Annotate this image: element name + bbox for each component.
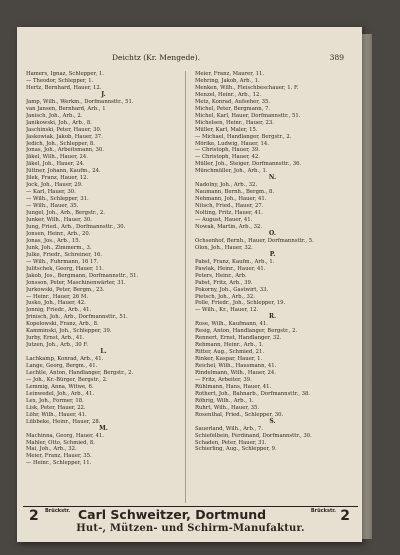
house-number-left: 2 [29, 508, 39, 524]
directory-entry: Jedich, Joh., Schlepper, 8. [26, 140, 95, 147]
directory-entry: Jonas, Joh., Arbeitsmann, 30. [26, 147, 104, 154]
directory-entry: Resig, Anton, Handlanger, Bergstr., 2. [195, 328, 298, 335]
directory-entry: Ritter, Aug., Schmied, 21. [195, 349, 265, 356]
directory-entry: Michelsen, Heinr., Hauer, 23. [195, 119, 274, 126]
directory-entry: Jrinisch, Joh., Arb., Dorfmannsttr., 51. [26, 314, 128, 321]
directory-entry: Pabst, Franz, Kaufm., Arb., 1. [195, 258, 275, 265]
directory-entry: Mai, Joh., Arb., 32. [26, 446, 77, 453]
directory-entry: Jock, Joh., Hauer, 29. [26, 182, 83, 189]
directory-entry: Leinwedel, Joh., Arb., 41. [26, 390, 95, 397]
directory-entry: Jonas, Jos., Arb., 15. [26, 237, 81, 244]
directory-entry: Münchmüller, Joh., Arb., 1. [195, 168, 268, 175]
directory-entry: Jakob, Jos., Bergmann, Dorfmannsttr., 51. [26, 272, 139, 279]
company-name: Carl Schweitzer, Dortmund [78, 507, 267, 522]
directory-entry: Jilek, Franz, Hauer, 12. [26, 175, 89, 182]
directory-entry: Rinker, Kaspar, Hauer, 1. [195, 356, 263, 363]
directory-entry: Michel, Karl, Hauer, Dorfmannsttr., 51. [195, 112, 301, 119]
directory-entry: Metz, Konrad, Aufseher, 35. [195, 98, 271, 105]
directory-entry: Jusko, Joh., Hauer, 42. [26, 300, 86, 307]
directory-entry: — Wilh., Schlepper, 31. [26, 196, 89, 203]
directory-entry: Müller, Joh., Steiger, Dorfmannsttr., 36. [195, 161, 302, 168]
directory-entry: Lange, Georg, Bergm., 41. [26, 363, 98, 370]
directory-entry: Jamp, Wilh., Werkm., Dorfmannsttr., 51. [26, 98, 134, 105]
directory-entry: Mahler, Otto, Schmied, 8. [26, 439, 95, 446]
directory-entry: Rose, Wilh., Kaufmann, 41. [195, 321, 268, 328]
page-edge [362, 34, 372, 539]
directory-entry: Lechtle, Anton, Handlanger, Bergstr., 2. [26, 369, 134, 376]
directory-entry: — Fritz, Arbeiter, 39. [195, 376, 252, 383]
directory-entry: Lübbeke, Heinr., Hauer, 28. [26, 418, 101, 425]
directory-entry: Jungel, Joh., Arb., Bergstr., 2. [26, 210, 105, 217]
directory-entry: Schaden, Peter, Hauer, 31. [195, 439, 267, 446]
directory-entry: Peters, Heinr., Arb. [195, 272, 247, 279]
directory-entry: — Theodor, Schlepper, 1. [26, 77, 94, 84]
directory-entry: — Karl, Hauer, 30. [26, 189, 76, 196]
directory-entry: Julitschek, Georg, Hauer, 11. [26, 265, 104, 272]
directory-entry: Schierling, Aug., Schlepper, 9. [195, 446, 277, 453]
directory-entry: Jung, Fried., Arb., Dorfmannsttr., 30. [26, 223, 126, 230]
directory-entry: Löhr, Wilh., Hauer, 41. [26, 411, 87, 418]
directory-entry: Hertz, Bernhard, Hauer, 12. [26, 84, 102, 91]
directory-entry: van Jansen, Bernhard, Arb., 1 [26, 105, 106, 112]
directory-entry: Julke, Friedr., Schreiner, 16. [26, 251, 103, 258]
directory-entry: Jurkowski, Peter, Bergm., 23. [26, 286, 105, 293]
letter-heading: J. [101, 90, 106, 98]
directory-entry: Nadolny, Joh., Arb., 32. [195, 182, 258, 189]
directory-entry: — Wilh., Fuhrmann, 16 17. [26, 258, 99, 265]
page-title: Deichtz (Kr. Mengede). [112, 53, 201, 62]
street-left: Brückstr. [45, 508, 71, 514]
directory-entry: Junk, Joh., Zimmerm., 3. [26, 244, 92, 251]
advertisement-line-1 [23, 508, 358, 522]
letter-heading: M. [99, 424, 108, 432]
left-column [26, 71, 181, 467]
directory-entry: Lex, Joh., Former, 18. [26, 397, 84, 404]
directory-entry: Rosenthal, Fried., Schlepper, 30. [195, 411, 284, 418]
directory-entry: Schiefelbein, Ferdinand, Dorfmannsttr., 30. [195, 432, 312, 439]
directory-entry: Lemmig, Anna, Witwe, 6. [26, 383, 94, 390]
street-right: Brückstr. [310, 508, 336, 514]
directory-entry: Nitsch, Fried., Hauer, 27. [195, 203, 264, 210]
directory-entry: — Christoph, Hauer, 42. [195, 154, 260, 161]
directory-entry: Janikowski, Joh., Arb., 8. [26, 119, 92, 126]
directory-entry: Menzel, Heinr., Arb., 12. [195, 91, 262, 98]
letter-heading: P. [269, 250, 276, 258]
letter-heading: S. [269, 417, 276, 425]
directory-entry: Reichel, Wilh., Hausmann, 41. [195, 363, 277, 370]
advertisement-footer [23, 506, 358, 537]
directory-entry: Jäkel, Joh., Hauer, 24. [26, 161, 85, 168]
directory-entry: Michel, Peter, Bergmann, 7. [195, 105, 271, 112]
directory-entry: Nehmann, Joh., Hauer, 41. [195, 196, 267, 203]
directory-entry: — Wilh., Hauer, 35. [26, 203, 79, 210]
letter-heading: O. [269, 229, 276, 237]
directory-page [17, 27, 362, 542]
directory-entry: Müller, Karl, Maler, 15. [195, 126, 258, 133]
directory-entry: Kamminski, Joh., Schlepper, 39. [26, 328, 112, 335]
directory-entry: Jonsson, Peter, Maschinenwärter, 31. [26, 279, 126, 286]
directory-entry: Lachkamp, Konrad, Arb., 41. [26, 356, 104, 363]
directory-entry: Jaschinski, Peter, Hauer, 30. [26, 126, 102, 133]
directory-entry: Rennert, Ernst, Handlanger, 32. [195, 335, 282, 342]
directory-entry: Kopelowski, Franz, Arb., 8. [26, 321, 99, 328]
directory-entry: Ochsenhof, Bernh., Hauer, Dorfmannsttr., 5. [195, 237, 314, 244]
directory-entry: Jäkel, Wilh., Hauer, 24. [26, 154, 88, 161]
directory-entry: — Heinr., Hauer, 26 M. [26, 293, 89, 300]
letter-heading: N. [268, 174, 277, 182]
page-header [17, 53, 362, 65]
directory-entry: Rindelmann, Wilh., Hauer, 24. [195, 369, 276, 376]
company-tagline: Hut-, Mützen- und Schirm-Manufaktur. [76, 523, 305, 534]
directory-entry: Machinna, Georg, Hauer, 41. [26, 432, 104, 439]
directory-entry: Meier, Franz, Maurer, 11. [195, 71, 265, 77]
directory-entry: Hamers, Ignaz, Schlepper, 1. [26, 71, 104, 77]
directory-entry: Pokorny, Joh., Gastwirt, 33. [195, 286, 269, 293]
column-divider [185, 71, 186, 503]
directory-entry: Jüttner, Johann, Kaufm., 24. [26, 168, 101, 175]
directory-entry: Jaskowiak, Jakob, Hauer, 37. [26, 133, 103, 140]
directory-entry: Nolting, Fritz, Hauer, 41. [195, 210, 263, 217]
directory-entry: Mörike, Ludwig, Hauer, 14. [195, 140, 269, 147]
directory-entry: Meier, Franz, Hauer, 35. [26, 453, 92, 460]
directory-entry: Jonnig, Friedr., Arb., 41. [26, 307, 92, 314]
directory-entry: Menken, Wilh., Fleischbeschauer, 1. F. [195, 84, 299, 91]
directory-entry: Janisch, Joh., Arb., 2. [26, 112, 83, 119]
page-number: 389 [329, 53, 344, 62]
directory-entry: Ruhrt, Wilh., Hauer, 35. [195, 404, 260, 411]
directory-entry: Nowak, Martin, Arb., 32. [195, 223, 263, 230]
directory-entry: — Wilh., Kr., Hauer, 12. [195, 307, 259, 314]
directory-entry: Junker, Wilh., Hauer, 30. [26, 217, 92, 224]
directory-entry: Jonsen, Heinr., Arb., 20. [26, 230, 91, 237]
directory-entry: Naumann, Bernh., Bergm., 8. [195, 189, 275, 196]
directory-entry: Röhrig, Wilh., Arb., 1. [195, 397, 254, 404]
directory-entry: — Michael, Handlanger, Bergstr., 2. [195, 133, 292, 140]
directory-entry: Pawlak, Heinr., Hauer, 41. [195, 265, 266, 272]
directory-entry: Pabst, Fritz, Arb., 39. [195, 279, 253, 286]
directory-entry: Lisk, Peter, Hauer, 22. [26, 404, 86, 411]
directory-entry: Rehmann, Heinr., Arb., 1. [195, 342, 264, 349]
right-column [195, 71, 350, 453]
directory-entry: Jurby, Ernst, Arb., 41. [26, 335, 85, 342]
directory-entry: Jutzen, Joh., Arb., 30 F. [26, 342, 88, 349]
directory-entry: — August, Hauer, 41. [195, 217, 253, 224]
directory-entry: — Christoph, Hauer, 39. [195, 147, 260, 154]
directory-entry: Rühlmann, Hans, Hauer, 41. [195, 383, 272, 390]
directory-entry: Mehring, Jakob, Arb., 1. [195, 77, 260, 84]
letter-heading: L. [100, 348, 107, 356]
directory-entry: Olon, Joh., Hauer, 32. [195, 244, 253, 251]
directory-entry: — Joh., Kr.-Bürger, Bergstr., 2. [26, 376, 108, 383]
directory-entry: Polle, Friedr., Joh., Schlepper, 19. [195, 300, 286, 307]
house-number-right: 2 [340, 508, 350, 524]
directory-entry: — Heinr., Schlepper, 11. [26, 460, 92, 467]
letter-heading: R. [268, 313, 277, 321]
directory-entry: Rothert, Joh., Bahnarb., Dorfmannsttr., 38. [195, 390, 310, 397]
directory-entry: Sauerland, Wilh., Arb., 7. [195, 425, 263, 432]
directory-entry: Pietsch, Joh., Arb., 32. [195, 293, 255, 300]
